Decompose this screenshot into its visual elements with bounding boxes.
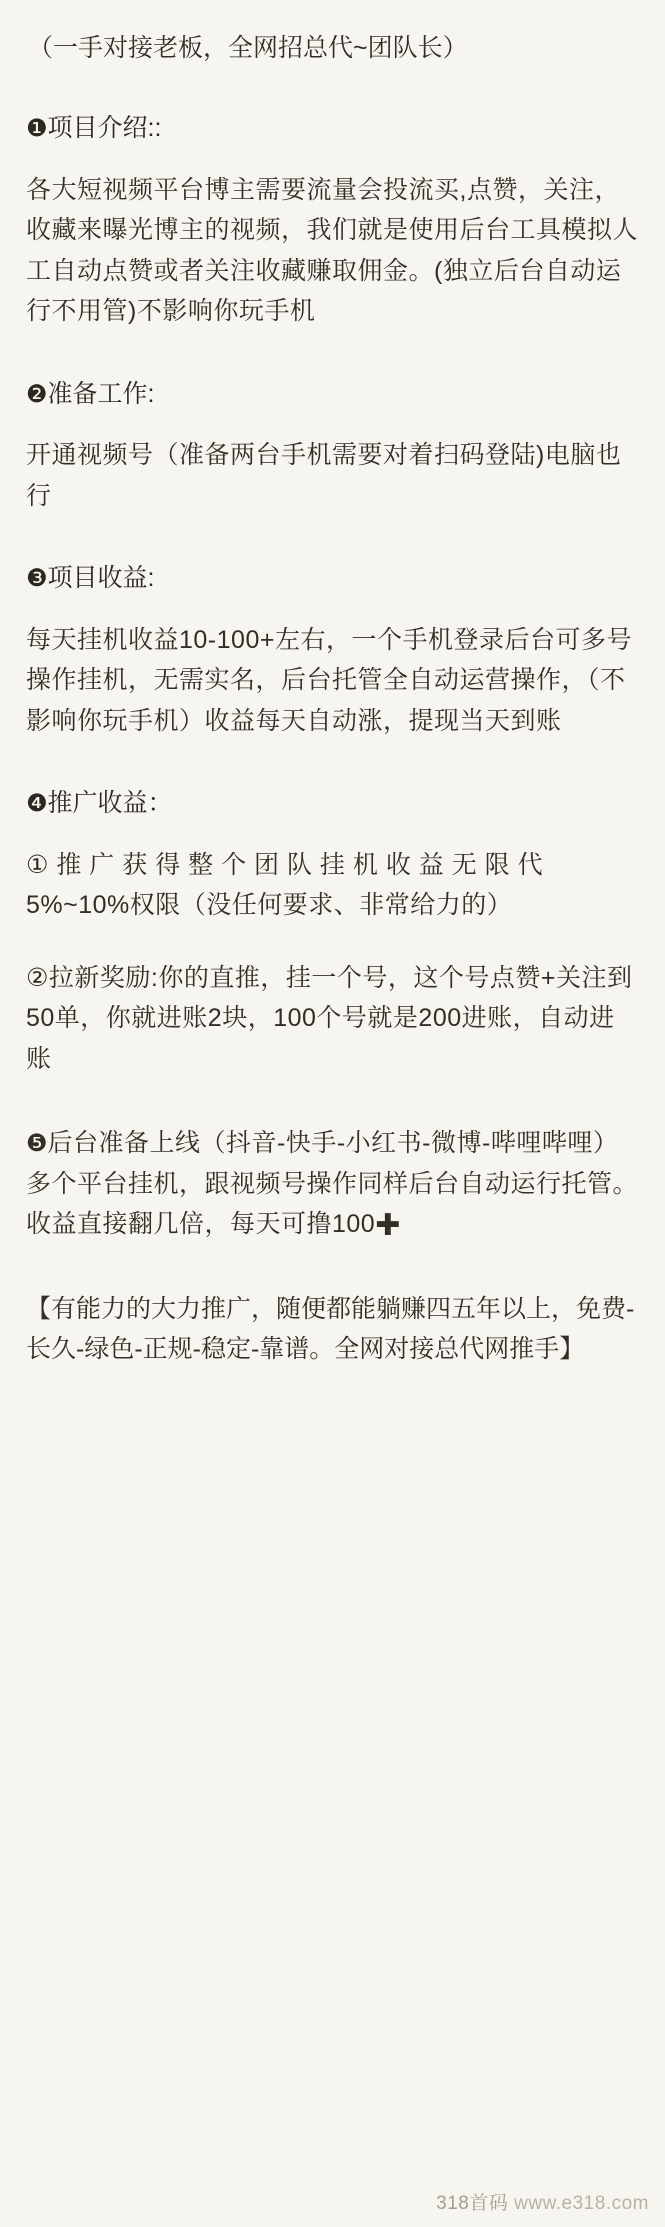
section-5-heading — [26, 1123, 639, 1245]
section-5 — [26, 1123, 639, 1245]
section-2 — [26, 376, 639, 517]
section-3-marker: ❸ — [26, 565, 48, 592]
section-3 — [26, 560, 639, 741]
section-1-marker: ❶ — [26, 115, 48, 142]
watermark-prefix: 318首码 — [436, 2193, 509, 2214]
section-4-spacer — [26, 926, 639, 942]
plus-icon: ✚ — [375, 1209, 401, 1243]
watermark — [436, 2188, 649, 2215]
section-1-heading — [26, 110, 639, 148]
section-2-marker: ❷ — [26, 380, 48, 408]
section-4 — [26, 785, 639, 1079]
section-1-body: 各大短视频平台博主需要流量会投流买,点赞，关注，收藏来曝光博主的视频，我们就是使用后台工具模拟人工自动点赞或者关注收藏赚取佣金。(独立后台自动运行不用管)不影响你玩手机 — [26, 175, 639, 325]
section-4-spacer-2 — [26, 942, 639, 958]
section-4-title: 推广收益： — [47, 789, 173, 817]
section-1 — [26, 110, 639, 332]
section-4-body-1: ① 推 广 获 得 整 个 团 队 挂 机 收 益 无 限 代 5%~10%权限（没任何要求、非常给力的） — [26, 850, 544, 919]
section-5-marker: ❺ — [26, 1130, 48, 1157]
section-2-body: 开通视频号（准备两台手机需要对着扫码登陆)电脑也行 — [26, 441, 622, 510]
section-4-marker: ❹ — [26, 790, 48, 817]
watermark-url: www.e318.com — [514, 2193, 649, 2214]
document-lead: （一手对接老板，全网招总代~团队长） — [28, 34, 468, 62]
section-2-title: 准备工作: — [47, 379, 155, 408]
section-3-title: 项目收益: — [47, 564, 155, 592]
section-3-heading — [26, 560, 639, 598]
section-4-body-2: ②拉新奖励:你的直推，挂一个号，这个号点赞+关注到50单，你就进账2块，100个号就是200进账，自动进账 — [26, 963, 633, 1073]
document-footnote: 【有能力的大力推广，随便都能躺赚四五年以上，免费-长久-绿色-正规-稳定-靠谱。全网对接总代网推手】 — [26, 1294, 635, 1364]
section-2-heading — [26, 376, 639, 414]
section-5-title: 后台准备上线（抖音-快手-小红书-微博-哔哩哔哩）多个平台挂机，跟视频号操作同样后台自动运行托管。收益直接翻几倍，每天可撸100 — [26, 1129, 639, 1239]
section-1-title: 项目介绍:: — [47, 114, 162, 142]
section-4-heading — [26, 785, 639, 823]
section-3-body: 每天挂机收益10-100+左右，一个手机登录后台可多号操作挂机，无需实名，后台托管全自动运营操作，（不影响你玩手机）收益每天自动涨，提现当天到账 — [26, 625, 632, 735]
